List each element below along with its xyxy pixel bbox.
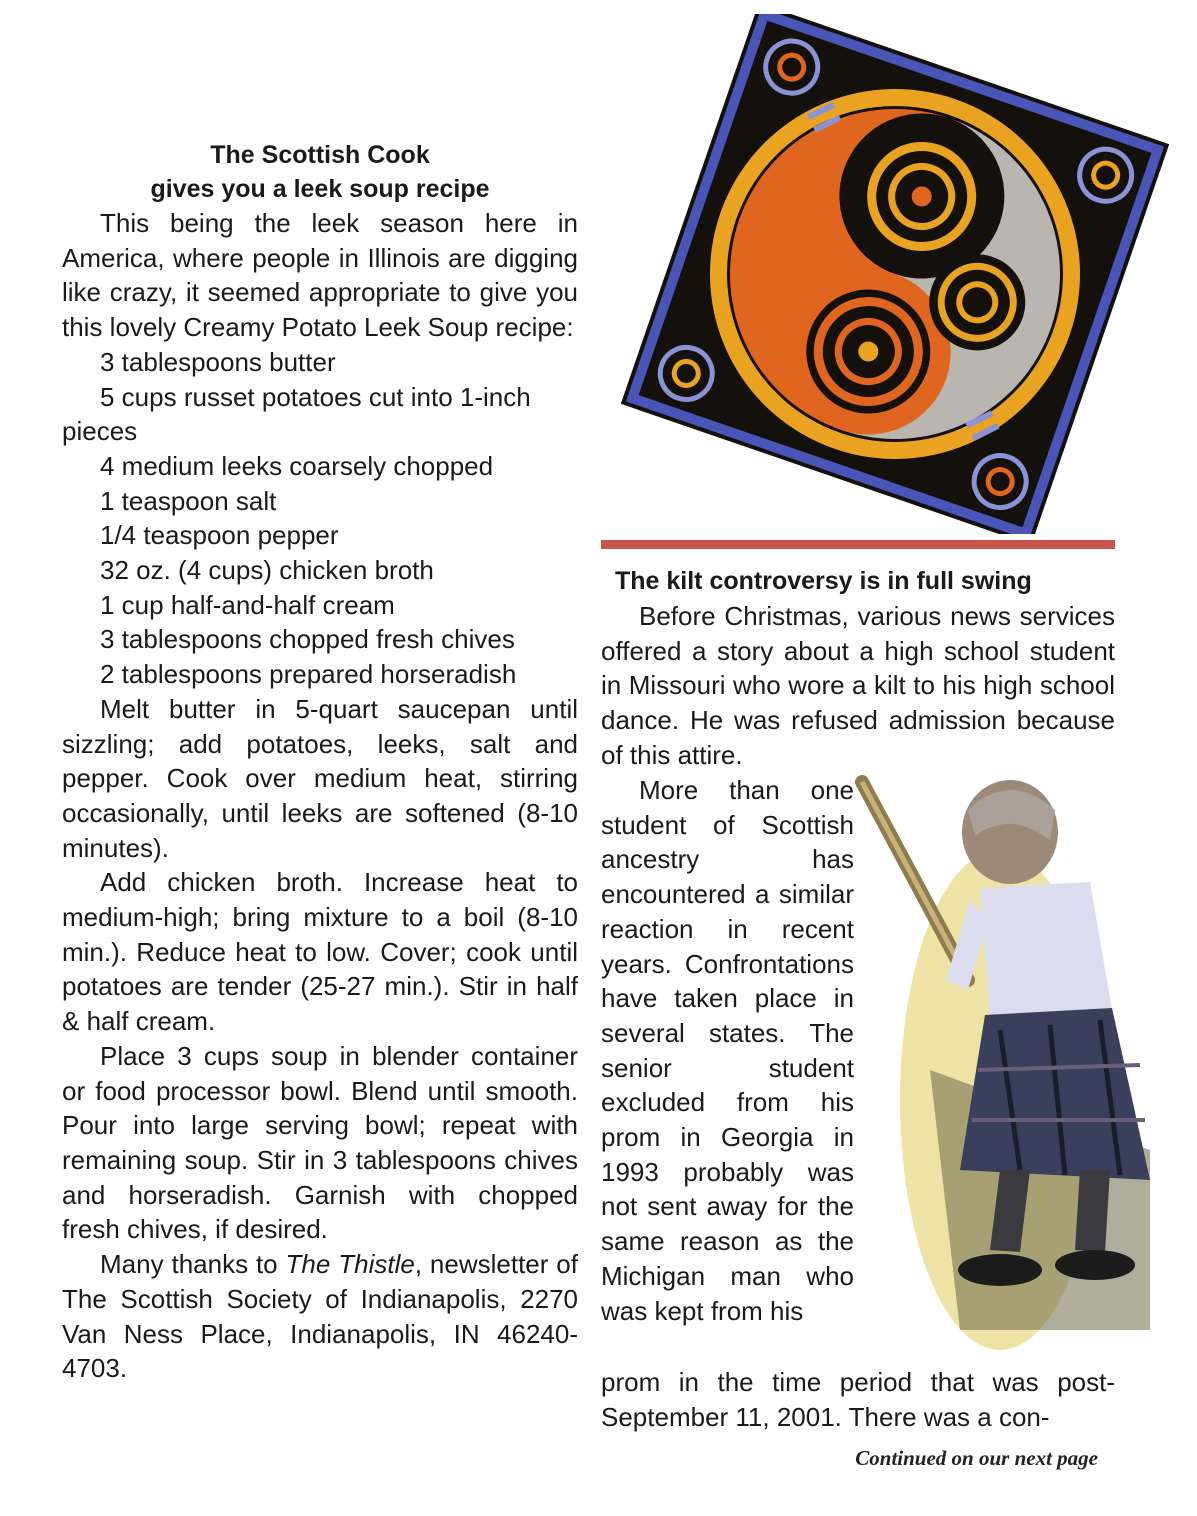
kilt-article-narrow: [601, 773, 854, 1328]
thanks-suffix: , newsletter of The Scottish Society of Indianapolis, 2270 Van Ness Place, Indianapolis, IN 46240-4703.: [62, 1249, 578, 1384]
ingredient-item: 5 cups russet potatoes cut into 1-inch pieces: [62, 381, 531, 447]
recipe-thanks: [62, 1247, 578, 1386]
ingredient-item: 1 cup half-and-half cream: [100, 589, 395, 620]
boy-in-kilt-photo: [850, 770, 1190, 1350]
ingredient-item: 3 tablespoons chopped fresh chives: [100, 624, 515, 655]
ingredient-item: 1 teaspoon salt: [100, 485, 277, 516]
kilt-article-top: [601, 563, 1115, 773]
recipe-step-1: Melt butter in 5-quart saucepan until sizzling; add potatoes, leeks, salt and pepper. Cook over medium heat, stirring occasionally, until leeks are softened (8-10 minutes).: [62, 693, 578, 863]
recipe-headline-2: gives you a leek soup recipe: [150, 175, 490, 203]
section-divider: [601, 540, 1115, 549]
ingredient-item: 4 medium leeks coarsely chopped: [100, 450, 494, 481]
newsletter-title: The Thistle: [285, 1249, 415, 1280]
continued-note: Continued on our next page: [855, 1446, 1098, 1470]
recipe-step-2: Add chicken broth. Increase heat to medium-high; bring mixture to a boil (8-10 min.). Reduce heat to low. Cover; cook until potatoes are tender (25-27 min.). Stir in half & half cream.: [62, 867, 578, 1037]
celtic-spiral-illustration: [612, 14, 1178, 534]
ingredient-item: 32 oz. (4 cups) chicken broth: [100, 555, 434, 586]
thanks-prefix: Many thanks to: [100, 1249, 286, 1280]
recipe-intro: This being the leek season here in America, where people in Illinois are digging like crazy, it seemed appropriate to give you this lovely Creamy Potato Leek Soup recipe:: [62, 208, 578, 343]
kilt-paragraph-2-continued: prom in the time period that was post-September 11, 2001. There was a con-: [601, 1367, 1115, 1432]
ingredient-item: 3 tablespoons butter: [100, 346, 336, 377]
recipe-headline-1: The Scottish Cook: [210, 141, 430, 169]
kilt-paragraph-2: More than one student of Scottish ancestry has encountered a similar reaction in recent years. Confrontations have taken place in several states. The senior student excluded from his prom in Georgia in 1993 probably was not sent away for the same reason as the Michigan man who was kept from his: [601, 775, 854, 1326]
ingredient-item: 1/4 teaspoon pepper: [100, 520, 339, 551]
kilt-paragraph-1: Before Christmas, various news services offered a story about a high school student in Missouri who wore a kilt to his high school dance. He was refused admission because of this attire.: [601, 601, 1115, 770]
recipe-step-3: Place 3 cups soup in blender container or food processor bowl. Blend until smooth. Pour into large serving bowl; repeat with remaining soup. Stir in 3 tablespoons chives and horseradish. Garnish with chopped fresh chives, if desired.: [62, 1040, 578, 1245]
ingredient-item: 2 tablespoons prepared horseradish: [100, 659, 517, 690]
recipe-column: [62, 138, 578, 1386]
kilt-headline: The kilt controversy is in full swing: [615, 567, 1032, 595]
